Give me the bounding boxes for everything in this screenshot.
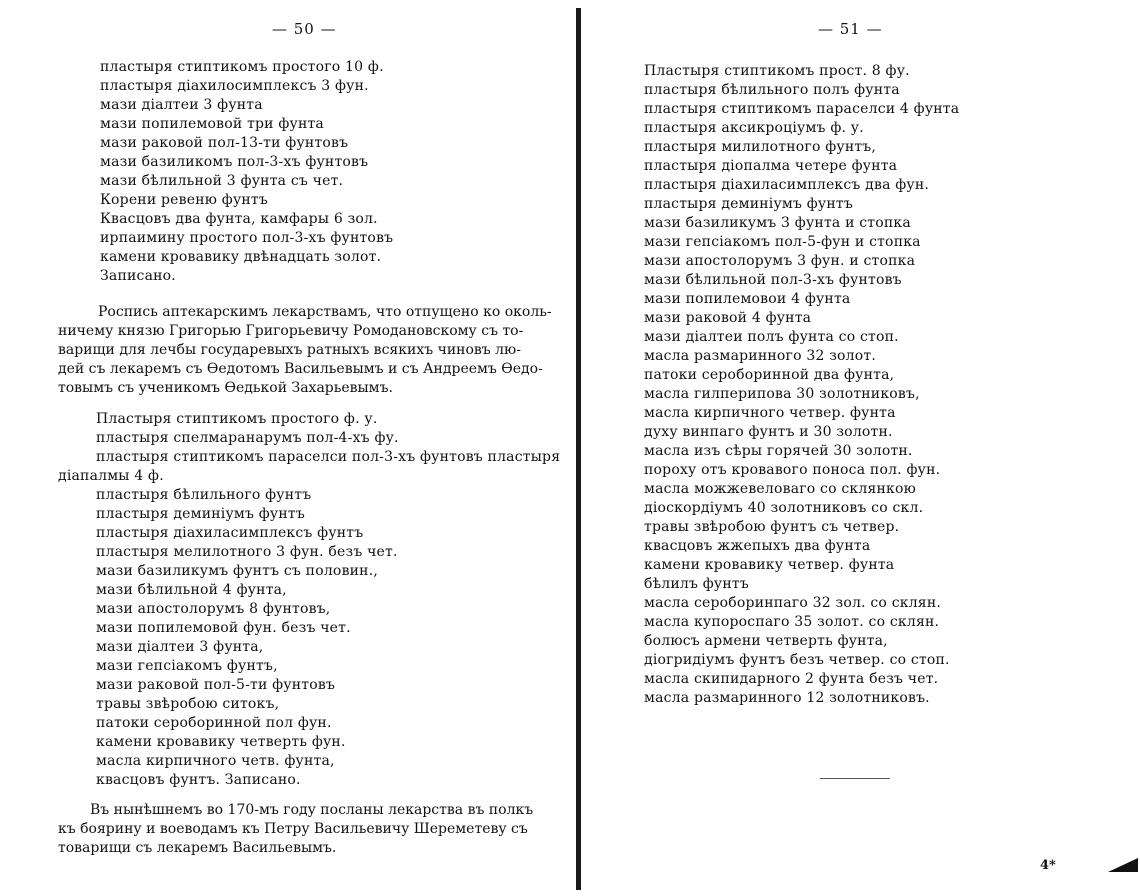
list-item: мази діалтеи 3 фунта xyxy=(100,97,263,113)
list-item: пластыря милилотного фунтъ, xyxy=(644,139,877,155)
signature-mark: 4* xyxy=(1040,858,1056,873)
list-item: діоскордіумъ 40 золотниковъ со скл. xyxy=(644,500,924,516)
list-item: масла размаринного 12 золотниковъ. xyxy=(644,690,930,706)
list-item: мази раковой пол-5-ти фунтовъ xyxy=(96,677,336,693)
list-item: мази базиликомъ пол-3-хъ фунтовъ xyxy=(100,154,369,170)
list-item: мази апостолорумъ 3 фун. и стопка xyxy=(644,253,916,269)
list-item: масла сероборинпаго 32 зол. со склян. xyxy=(644,595,941,611)
list-item: пластыря деминіумъ фунтъ xyxy=(644,196,853,212)
list-item: камени кровавику двѣнадцать золот. xyxy=(100,249,382,265)
list-item: Корени ревеню фунтъ xyxy=(100,192,268,208)
list-item: масла кирпичного четвер. фунта xyxy=(644,405,896,421)
list-item: мази гепсіакомъ пол-5-фун и стопка xyxy=(644,234,921,250)
paragraph-line: къ боярину и воеводамъ къ Петру Васильевичу Шереметеву съ xyxy=(58,821,528,837)
book-spine xyxy=(576,8,581,890)
list-item: діапалмы 4 ф. xyxy=(58,468,164,484)
list-item: пластыря деминіумъ фунтъ xyxy=(96,506,305,522)
list-item: квасцовъ жжепыхъ два фунта xyxy=(644,538,871,554)
paragraph-line: Роспись аптекарскимъ лекарствамъ, что отпущено ко околь- xyxy=(98,304,552,320)
list-item: камени кровавику четверть фун. xyxy=(96,734,346,750)
list-item: пластыря спелмаранарумъ пол-4-хъ фу. xyxy=(96,430,399,446)
right-page xyxy=(584,0,1140,896)
list-item: мази апостолорумъ 8 фунтовъ, xyxy=(96,601,331,617)
list-item: камени кровавику четвер. фунта xyxy=(644,557,895,573)
list-item: масла гилперипова 30 золотниковъ, xyxy=(644,386,920,402)
list-item: масла кирпичного четв. фунта, xyxy=(96,753,335,769)
list-item: пластыря діахиласимплексъ фунтъ xyxy=(96,525,364,541)
list-item: пластыря мелилотного 3 фун. безъ чет. xyxy=(96,544,398,560)
list-item: квасцовъ фунтъ. Записано. xyxy=(96,772,301,788)
list-item: мази бѣлильной 4 фунта, xyxy=(96,582,287,598)
paragraph-line: товымъ съ ученикомъ Ѳедькой Захарьевымъ. xyxy=(58,380,393,396)
list-item: діогридіумъ фунтъ безъ четвер. со стоп. xyxy=(644,652,950,668)
section-divider xyxy=(820,778,890,779)
list-item: пластыря аксикроціумъ ф. у. xyxy=(644,120,864,136)
list-item: мази раковой 4 фунта xyxy=(644,310,812,326)
list-item: ирпаимину простого пол-3-хъ фунтовъ xyxy=(100,230,394,246)
ink-blot xyxy=(1108,858,1138,872)
dispatch-paragraph xyxy=(58,801,538,858)
list-item: пороху отъ кровавого поноса пол. фун. xyxy=(644,462,941,478)
list-item: травы звѣробою ситокъ, xyxy=(96,696,280,712)
list-item: пластыря діахиласимплексъ два фун. xyxy=(644,177,930,193)
list-item: мази діалтеи 3 фунта, xyxy=(96,639,264,655)
list-item: Квасцовъ два фунта, камфары 6 зол. xyxy=(100,211,378,227)
paragraph-line: Въ нынѣшнемъ во 170-мъ году посланы лекарства въ полкъ xyxy=(90,802,534,818)
list-item: Пластыря стиптикомъ простого ф. у. xyxy=(96,411,378,427)
pharmacy-register-paragraph xyxy=(58,303,552,398)
list-item: масла размаринного 32 золот. xyxy=(644,348,876,364)
list-item: мази діалтеи полъ фунта со стоп. xyxy=(644,329,899,345)
list-item: мази попилемовои 4 фунта xyxy=(644,291,851,307)
list-item: патоки сероборинной два фунта, xyxy=(644,367,895,383)
list-item: Записано. xyxy=(100,268,176,284)
list-item: пластыря діахилосимплексъ 3 фун. xyxy=(100,78,369,94)
list-item: мази раковой пол-13-ти фунтовъ xyxy=(100,135,349,151)
list-item: пластыря бѣлильного фунтъ xyxy=(96,487,312,503)
list-item: мази бѣлильной пол-3-хъ фунтовъ xyxy=(644,272,902,288)
list-item: травы звѣробою фунтъ съ четвер. xyxy=(644,519,900,535)
list-item: мази попилемовой три фунта xyxy=(100,116,324,132)
list-item: мази базиликумъ 3 фунта и стопка xyxy=(644,215,911,231)
list-item: масла изъ сѣры горячей 30 золотн. xyxy=(644,443,913,459)
list-item: пластыря стиптикомъ параселси пол-3-хъ фунтовъ пластыря xyxy=(96,449,561,465)
list-item: пластыря стиптикомъ простого 10 ф. xyxy=(100,59,384,75)
list-item: масла можжевеловаго со склянкою xyxy=(644,481,916,497)
list-item: мази бѣлильной 3 фунта съ чет. xyxy=(100,173,344,189)
list-item: мази гепсіакомъ фунтъ, xyxy=(96,658,278,674)
list-item: болюсъ армени четверть фунта, xyxy=(644,633,888,649)
paragraph-line: ничему князю Григорью Григорьевичу Ромодановскому съ то- xyxy=(58,323,524,339)
list-item: мази базиликумъ фунтъ съ половин., xyxy=(96,563,379,579)
list-item: патоки сероборинной пол фун. xyxy=(96,715,332,731)
paragraph-line: варищи для лечбы государевыхъ ратныхъ всякихъ чиновъ лю- xyxy=(58,342,521,358)
paragraph-line: дей съ лекаремъ съ Ѳедотомъ Васильевымъ и съ Андреемъ Ѳедо- xyxy=(58,361,543,377)
list-item: пластыря діопалма четере фунта xyxy=(644,158,898,174)
list-item: духу винпаго фунтъ и 30 золотн. xyxy=(644,424,893,440)
page-number-left: — 50 — xyxy=(272,20,337,38)
list-item: бѣлилъ фунтъ xyxy=(644,576,749,592)
page-number-right: — 51 — xyxy=(818,20,883,38)
list-item: масла купороспаго 35 золот. со склян. xyxy=(644,614,940,630)
paragraph-line: товарищи съ лекаремъ Васильевымъ. xyxy=(58,840,337,856)
list-item: Пластыря стиптикомъ прост. 8 фу. xyxy=(644,63,910,79)
list-item: мази попилемовой фун. безъ чет. xyxy=(96,620,351,636)
list-item: масла скипидарного 2 фунта безъ чет. xyxy=(644,671,939,687)
list-item: пластыря бѣлильного полъ фунта xyxy=(644,82,900,98)
list-item: пластыря стиптикомъ параселси 4 фунта xyxy=(644,101,960,117)
